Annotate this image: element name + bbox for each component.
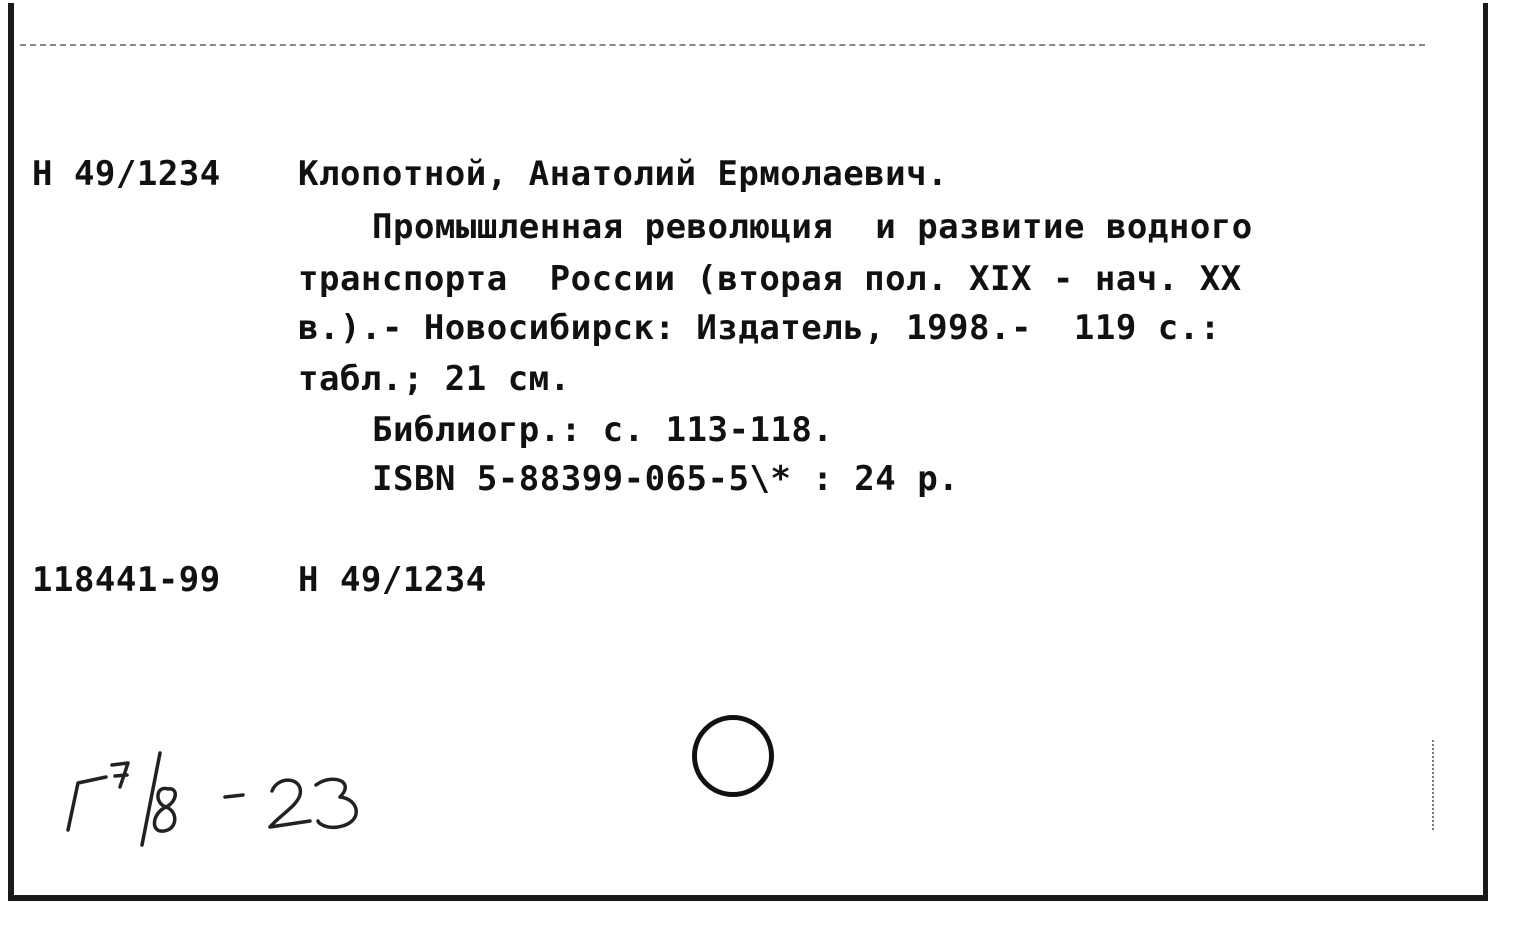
- title-line-1: Промышленная революция и развитие водного: [372, 207, 1253, 247]
- isbn-price: ISBN 5-88399-065-5\* : 24 р.: [372, 459, 960, 499]
- call-number-repeat: Н 49/1234: [298, 560, 487, 600]
- title-line-4: табл.; 21 см.: [298, 359, 571, 399]
- title-line-3: в.).- Новосибирск: Издатель, 1998.- 119 с.:: [298, 308, 1221, 348]
- title-line-2: транспорта России (вторая пол. XIX - нач. XX: [298, 259, 1242, 299]
- bibliography-note: Библиогр.: с. 113-118.: [372, 410, 834, 450]
- author-heading: Клопотной, Анатолий Ермолаевич.: [298, 154, 949, 194]
- right-dotted-mark: [1432, 740, 1434, 830]
- inventory-number: 118441-99: [32, 560, 221, 600]
- top-dashed-rule: [20, 44, 1425, 46]
- card-punch-hole: [692, 715, 774, 797]
- handwritten-shelf-mark: [60, 745, 380, 855]
- call-number: Н 49/1234: [32, 154, 221, 194]
